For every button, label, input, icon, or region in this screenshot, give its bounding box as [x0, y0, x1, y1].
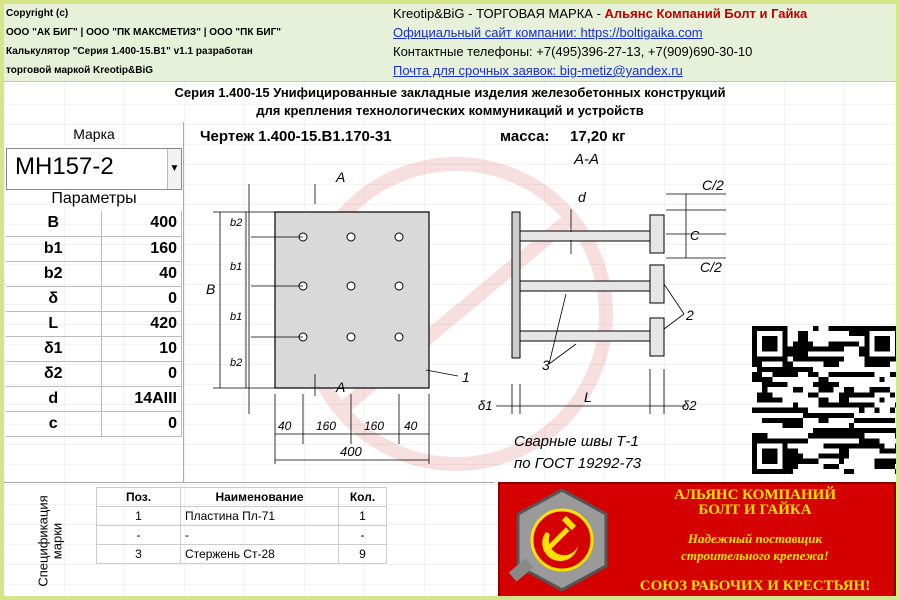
param-key: L: [6, 311, 101, 336]
banner-slogan-1: Надежный поставщик: [687, 531, 823, 546]
spec-header-row: [97, 488, 387, 507]
spec-cell: Пластина Пл-71: [181, 507, 339, 526]
spec-side-line2: марки: [50, 522, 65, 560]
param-value[interactable]: 0: [101, 361, 182, 386]
trademark-line: торговой маркой Kreotip&BiG: [6, 65, 154, 76]
banner-title-2: БОЛТ И ГАЙКА: [698, 502, 812, 518]
dim-b2-upper: b2: [230, 217, 243, 229]
series-title-line1: Серия 1.400-15 Унифицированные закладные изделия железобетонных конструкций: [174, 85, 726, 100]
spec-cell: -: [339, 526, 387, 545]
alliance-banner[interactable]: [498, 482, 896, 600]
plate-front-view: [206, 169, 470, 464]
bolt-nut-icon: [502, 484, 622, 598]
callout-1: 1: [462, 369, 470, 385]
brand-prefix: Kreotip&BiG - ТОРГОВАЯ МАРКА -: [393, 6, 605, 21]
dim-160-a: 160: [316, 419, 337, 433]
param-value[interactable]: 0: [101, 286, 182, 311]
spec-header-qty: Кол.: [339, 488, 387, 507]
spec-side-line1: Спецификация: [36, 495, 51, 587]
marka-value: МН157-2: [15, 153, 114, 180]
brand-line: [393, 4, 893, 23]
dropdown-arrow-icon[interactable]: ▼: [167, 149, 181, 189]
mass-value: 17,20 кг: [570, 128, 626, 145]
drawing-number: Чертеж 1.400-15.В1.170-31: [200, 128, 392, 145]
marka-select[interactable]: [6, 148, 182, 190]
table-row: [97, 526, 387, 545]
param-value[interactable]: 160: [101, 236, 182, 261]
weld-note-2: по ГОСТ 19292-73: [514, 455, 642, 472]
table-row: [97, 507, 387, 526]
phones-line: Контактные телефоны: +7(495)396-27-13, +7(909)690-30-10: [393, 44, 753, 59]
dim-c-half-bottom: С/2: [700, 259, 722, 275]
spec-section: [4, 482, 494, 598]
param-key: b1: [6, 236, 101, 261]
param-row: [6, 411, 182, 436]
site-link[interactable]: Официальный сайт компании: https://boltigaika.com: [393, 25, 703, 40]
param-row: [6, 311, 182, 336]
dim-delta1: δ1: [478, 398, 493, 413]
header-band: [4, 4, 896, 82]
technical-drawing: [186, 144, 746, 484]
spec-side-label: [8, 489, 94, 593]
param-row: [6, 211, 182, 236]
spec-cell: -: [181, 526, 339, 545]
param-row: [6, 361, 182, 386]
param-key: δ2: [6, 361, 101, 386]
banner-slogan: [620, 530, 890, 564]
section-aa-title: А-А: [574, 151, 600, 168]
spec-cell: 1: [339, 507, 387, 526]
dim-b1-upper: b1: [230, 261, 243, 273]
spec-cell: Стержень Ст-28: [181, 545, 339, 564]
marka-label: Марка: [73, 126, 115, 142]
table-row: [97, 545, 387, 564]
section-a-bottom: А: [336, 379, 346, 395]
param-row: [6, 336, 182, 361]
dim-b1-lower: b1: [230, 311, 243, 323]
studs: [520, 215, 664, 356]
banner-title: [620, 488, 890, 518]
companies-line: ООО "АК БИГ" | ООО "ПК МАКСМЕТИЗ" | ООО "ПК БИГ": [6, 27, 281, 38]
param-key: B: [6, 211, 101, 236]
callout-2: 2: [686, 307, 694, 323]
dim-160-b: 160: [364, 419, 385, 433]
dim-L: L: [584, 389, 592, 405]
copyright-line: Copyright (c): [6, 8, 69, 19]
param-value[interactable]: 420: [101, 311, 182, 336]
param-key: b2: [6, 261, 101, 286]
param-key: δ: [6, 286, 101, 311]
section-a-top: А: [336, 169, 346, 185]
dim-delta2: δ2: [682, 398, 697, 413]
param-value[interactable]: 40: [101, 261, 182, 286]
spec-cell: 9: [339, 545, 387, 564]
param-value[interactable]: 0: [101, 411, 182, 436]
spec-cell: 3: [97, 545, 181, 564]
spec-header-pos: Поз.: [97, 488, 181, 507]
email-link[interactable]: Почта для срочных заявок: big-metiz@yandex.ru: [393, 63, 683, 78]
dim-c: С: [690, 228, 700, 243]
dim-c-half-top: С/2: [702, 177, 724, 193]
param-row: [6, 386, 182, 411]
param-key: c: [6, 411, 101, 436]
params-label: Параметры: [51, 190, 137, 207]
spec-cell: 1: [97, 507, 181, 526]
spec-table: [96, 487, 387, 564]
callout-3: 3: [542, 357, 550, 373]
param-value[interactable]: 14AIII: [101, 386, 182, 411]
banner-title-1: АЛЬЯНС КОМПАНИЙ: [673, 487, 837, 503]
dim-total: 400: [340, 444, 362, 459]
param-row: [6, 261, 182, 286]
param-value[interactable]: 10: [101, 336, 182, 361]
banner-slogan-2: строительного крепежа!: [681, 548, 829, 563]
banner-motto: СОЮЗ РАБОЧИХ И КРЕСТЬЯН!: [639, 578, 871, 594]
dim-d: d: [578, 189, 586, 205]
dim-40-left: 40: [278, 419, 292, 433]
param-key: δ1: [6, 336, 101, 361]
copyright-block: [6, 4, 386, 80]
dim-b2-lower: b2: [230, 357, 243, 369]
params-table: [6, 211, 182, 437]
contact-block: [393, 4, 893, 80]
calculator-line: Калькулятор "Серия 1.400-15.В1" v1.1 разработан: [6, 46, 253, 57]
param-row: [6, 236, 182, 261]
weld-note-1: Сварные швы Т-1: [514, 433, 639, 450]
mass-label: масса:: [500, 128, 550, 145]
spec-cell: -: [97, 526, 181, 545]
dim-40-right: 40: [404, 419, 418, 433]
brand-name: Альянс Компаний Болт и Гайка: [604, 6, 808, 21]
param-row: [6, 286, 182, 311]
series-title: [4, 84, 896, 120]
param-value[interactable]: 400: [101, 211, 182, 236]
series-title-line2: для крепления технологических коммуникаций и устройств: [256, 103, 644, 118]
qr-code-icon[interactable]: [752, 326, 900, 474]
param-key: d: [6, 386, 101, 411]
spec-header-name: Наименование: [181, 488, 339, 507]
dim-B: B: [206, 281, 216, 297]
